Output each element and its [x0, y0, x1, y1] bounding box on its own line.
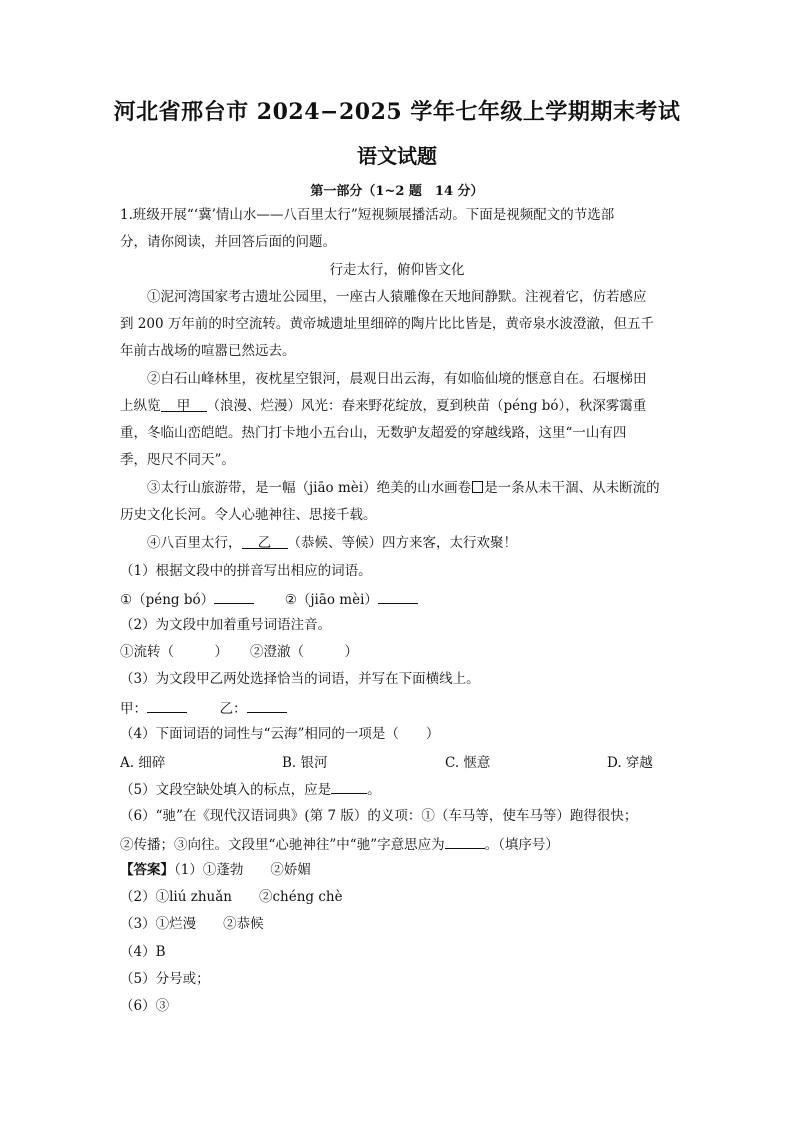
question-intro-cont: 分，请你阅读，并回答后面的问题。 [120, 234, 336, 250]
blank-jia: 甲 [161, 396, 207, 412]
option-b: B. 银河 [282, 755, 328, 771]
part-heading: 第一部分（1~2 题 14 分） [310, 184, 484, 199]
subquestion-5: （5）文段空缺处填入的标点，应是 。 [120, 778, 676, 800]
paragraph-3: ③太行山旅游带，是一幅（jiāo mèi）绝美的山水画卷 是一条从未干涸、从未断流的 [147, 480, 660, 496]
answer-line-3: （3）①烂漫 ②恭候 [120, 916, 264, 932]
paragraph-1-line3: 年前古战场的喧嚣已然远去。 [120, 343, 296, 359]
subquestion-2-blanks: ①流转（ ） ②澄澈（ ） [120, 644, 358, 660]
passage-title: 行走太行，俯仰皆文化 [329, 262, 465, 278]
answer-line-6: （6）③ [120, 998, 170, 1014]
answer-line-1: 【答案】（1）①蓬勃 ②娇媚 [120, 862, 311, 878]
option-a: A. 细碎 [120, 755, 166, 771]
paragraph-1: ①泥河湾国家考古遗址公园里，一座古人猿雕像在天地间静默。注视着它，仿若感应 [147, 289, 647, 305]
answer-blank[interactable] [445, 833, 485, 849]
option-c: C. 惬意 [445, 755, 491, 771]
answer-blank[interactable] [378, 588, 418, 604]
question-intro: 1.班级开展“‘冀’情山水——八百里太行”短视频展播活动。下面是视频配文的节选部 [120, 207, 615, 223]
answer-blank[interactable] [214, 588, 254, 604]
blank-yi: 乙 [242, 533, 288, 549]
subquestion-6: （6）“驰”在《现代汉语词典》(第 7 版）的义项：①（车马等，使车马等）跑得很快； [120, 808, 638, 824]
subquestion-2: （2）为文段中加着重号词语注音。 [120, 617, 332, 633]
answer-line-2: （2）①liú zhuǎn ②chéng chè [120, 889, 343, 905]
answer-label: 【答案】 [120, 862, 174, 878]
paragraph-2-line4: 季，咫尺不同天”。 [120, 452, 235, 468]
subquestion-1: （1）根据文段中的拼音写出相应的词语。 [120, 563, 372, 579]
paragraph-1-line2: 到 200 万年前的时空流转。黄帝城遗址里细碎的陶片比比皆是，黄帝泉水波澄澈，但五千 [120, 316, 654, 332]
missing-punctuation-box [472, 481, 483, 493]
paragraph-3-line2: 历史文化长河。令人心驰神往、思接千载。 [120, 507, 377, 523]
answer-line-5: （5）分号或； [120, 971, 210, 987]
subquestion-6-line2: ②传播；③向往。文段里“心驰神往”中“驰”字意思应为 。（填序号） [120, 833, 676, 855]
paragraph-2-line2: 上纵览 甲 （浪漫、烂漫）风光：春来野花绽放，夏到秧苗（péng bó），秋深雾霭重 [120, 398, 647, 414]
paragraph-2: ②白石山峰林里，夜枕星空银河，晨观日出云海，有如临仙境的惬意自在。石堰梯田 [147, 371, 647, 387]
exam-subtitle: 语文试题 [357, 144, 437, 168]
subquestion-4: （4）下面词语的词性与“云海”相同的一项是（ ） [120, 726, 440, 742]
exam-title: 河北省邢台市 2024−2025 学年七年级上学期期末考试 [113, 99, 681, 125]
paragraph-2-line3: 重，冬临山峦皑皑。热门打卡地小五台山，无数驴友超爱的穿越线路，这里“一山有四 [120, 425, 627, 441]
paragraph-4: ④八百里太行， 乙 （恭候、等候）四方来客，太行欢聚！ [147, 535, 517, 551]
answer-line-4: （4）B [120, 944, 166, 960]
answer-blank[interactable] [247, 697, 287, 713]
answer-blank[interactable] [331, 778, 367, 794]
subquestion-1-blanks: ①（péng bó） ②（jiāo mèi） [120, 588, 676, 610]
option-d: D. 穿越 [607, 755, 653, 771]
subquestion-3-blanks: 甲： 乙： [120, 697, 676, 719]
answer-blank[interactable] [147, 697, 187, 713]
subquestion-3: （3）为文段甲乙两处选择恰当的词语，并写在下面横线上。 [120, 671, 480, 687]
